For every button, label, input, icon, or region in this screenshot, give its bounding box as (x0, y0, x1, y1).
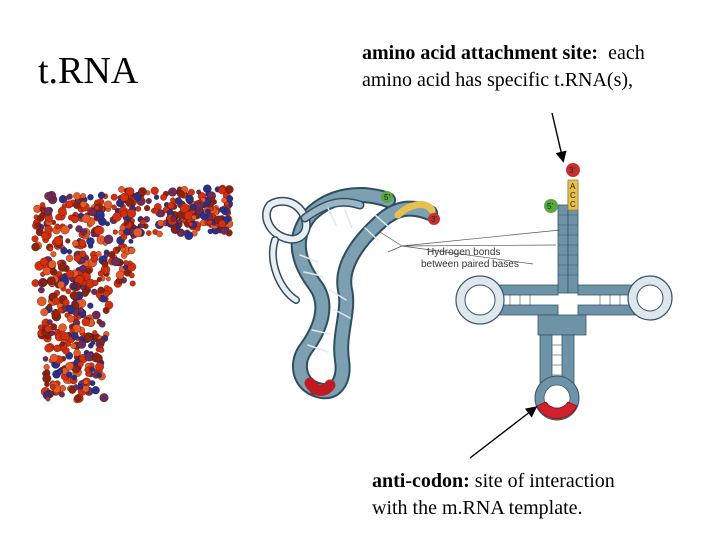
amino-acid-site-text-1: each (598, 42, 645, 64)
anticodon-text-2: with the m.RNA template. (372, 497, 583, 519)
atom (40, 212, 45, 217)
atom (60, 342, 65, 347)
atom (88, 194, 94, 200)
atom (82, 290, 89, 297)
atom (98, 192, 105, 199)
atom (116, 271, 124, 279)
atom (52, 298, 59, 305)
atom (65, 239, 70, 244)
atom (80, 285, 85, 290)
atom (32, 236, 39, 243)
atom (95, 363, 104, 372)
atom (47, 277, 55, 285)
atom (55, 329, 60, 334)
atom (146, 198, 152, 204)
atom (84, 333, 93, 342)
atom (61, 225, 70, 234)
atom (97, 373, 102, 378)
atom (189, 222, 194, 227)
atom (121, 247, 126, 252)
atom (71, 343, 77, 349)
atom (59, 324, 67, 332)
atom (95, 211, 104, 220)
atom (99, 321, 105, 327)
atom (44, 364, 50, 370)
atom (80, 257, 86, 263)
atom (58, 263, 66, 271)
atom (54, 345, 61, 352)
atom (82, 214, 91, 223)
atom (45, 225, 53, 233)
atom (66, 372, 72, 378)
atom (80, 201, 87, 208)
atom (81, 193, 86, 198)
atom (47, 319, 52, 324)
atom (192, 215, 197, 220)
atom (47, 304, 52, 309)
atom (129, 273, 134, 278)
atom (78, 308, 83, 313)
atom (129, 239, 134, 244)
space-filling-model (32, 185, 234, 403)
atom (48, 246, 53, 251)
atom (79, 265, 86, 272)
atom (58, 308, 64, 314)
atom (130, 281, 136, 287)
atom (81, 229, 88, 236)
atom (78, 340, 86, 348)
atom (66, 255, 73, 262)
atom (157, 220, 163, 226)
atom (111, 194, 118, 201)
atom (59, 195, 67, 203)
atom (219, 207, 225, 213)
atom (65, 362, 73, 370)
atom (168, 202, 175, 209)
atom (177, 219, 182, 224)
atom (93, 353, 102, 362)
atom (72, 240, 78, 246)
atom (91, 341, 95, 345)
atom (188, 189, 195, 196)
atom (87, 303, 93, 309)
atom (156, 231, 162, 237)
atom (44, 192, 52, 200)
atom (108, 251, 115, 258)
atom (121, 252, 127, 258)
atom (86, 268, 92, 274)
atom (133, 228, 142, 237)
amino-acid-site-term: amino acid attachment site: (362, 42, 599, 64)
anticodon-text-1: site of interaction (469, 470, 615, 492)
atom (86, 237, 94, 245)
ribbon-3prime-label: 3' (431, 215, 437, 224)
atom (103, 307, 110, 314)
atom (44, 207, 52, 215)
atom (58, 207, 66, 215)
atom (170, 198, 175, 203)
cloverleaf-3prime-label: 3' (569, 166, 575, 175)
atom (66, 270, 74, 278)
atom (93, 280, 99, 286)
atom (196, 190, 201, 195)
atom (48, 260, 56, 268)
atom (104, 201, 112, 209)
atom (222, 198, 228, 204)
atom (82, 318, 90, 326)
atom (59, 392, 65, 398)
anticodon-term: anti-codon: (372, 470, 470, 492)
atom (104, 235, 113, 244)
atom (151, 187, 159, 195)
atom (92, 386, 100, 394)
cloverleaf-model (456, 163, 672, 420)
atom (46, 397, 50, 401)
atom (79, 251, 86, 258)
anticodon-caption (372, 468, 712, 522)
atom (136, 206, 141, 211)
atom (185, 231, 193, 239)
atom (91, 255, 98, 262)
atom (50, 354, 58, 362)
atom (61, 247, 68, 254)
slide-title: t.RNA (38, 50, 139, 92)
amino-acid-site-text-2: amino acid has specific t.RNA(s), (362, 69, 634, 91)
atom (190, 204, 196, 210)
atom (35, 223, 40, 228)
atom (175, 198, 182, 205)
atom (90, 380, 95, 385)
atom (82, 385, 89, 392)
atom (70, 291, 78, 299)
atom (128, 247, 135, 254)
atom (116, 247, 121, 252)
atom (41, 308, 49, 316)
atom (96, 292, 102, 298)
atom (90, 367, 95, 372)
atom (51, 251, 57, 257)
atom (71, 216, 78, 223)
atom (177, 190, 184, 197)
ribbon-5prime-label: 5' (384, 193, 390, 202)
atom (102, 261, 109, 268)
atom (121, 234, 127, 240)
atom (184, 211, 193, 220)
atom (50, 384, 55, 389)
atom (99, 347, 104, 352)
atom (218, 187, 225, 194)
atom (171, 216, 177, 222)
atom (32, 243, 40, 251)
acceptor-base-2: C (570, 191, 576, 200)
anticodon-arrow (470, 408, 535, 458)
atom (118, 186, 124, 192)
atom (43, 267, 51, 275)
atom (73, 192, 80, 199)
atom (73, 284, 78, 289)
atom (72, 375, 77, 380)
atom (99, 338, 105, 344)
atom (37, 297, 46, 306)
atom (124, 220, 129, 225)
atom (168, 188, 177, 197)
cloverleaf-5prime-label: 5' (547, 202, 553, 211)
atom (138, 187, 146, 195)
atom (176, 225, 181, 230)
atom (100, 393, 109, 402)
atom (49, 331, 54, 336)
atom (123, 260, 128, 265)
atom (71, 333, 78, 340)
atom (112, 257, 121, 266)
atom (83, 380, 88, 385)
atom (45, 344, 53, 352)
hbond-label-2: between paired bases (421, 259, 519, 270)
atom (146, 231, 151, 236)
atom (144, 205, 150, 211)
acceptor-base-1: A (570, 182, 576, 191)
atom (67, 194, 73, 200)
atom (218, 220, 225, 227)
atom (66, 289, 71, 294)
atom (41, 279, 48, 286)
ribbon-model (266, 195, 432, 391)
atom (153, 208, 158, 213)
atom (40, 202, 45, 207)
atom (89, 208, 97, 216)
atom (78, 361, 84, 367)
atom (70, 328, 75, 333)
hbond-label-1: Hydrogen bonds (427, 247, 501, 258)
atom (63, 299, 70, 306)
atom (160, 194, 166, 200)
atom (67, 249, 72, 254)
atom (50, 269, 57, 276)
atom (208, 229, 213, 234)
atom (140, 219, 145, 224)
atom (127, 209, 136, 218)
amino-site-arrow (552, 113, 563, 160)
atom (73, 384, 79, 390)
atom (72, 302, 79, 309)
atom (113, 230, 118, 235)
atom (120, 210, 127, 217)
atom (106, 277, 111, 282)
atom (43, 356, 48, 361)
atom (67, 315, 74, 322)
atom (85, 367, 90, 372)
atom (94, 227, 102, 235)
atom (57, 368, 63, 374)
atom (85, 352, 94, 361)
acceptor-base-3: C (570, 200, 576, 209)
atom (54, 236, 63, 245)
atom (40, 258, 48, 266)
atom (32, 279, 39, 286)
atom (38, 287, 44, 293)
atom (44, 382, 49, 387)
atom (92, 330, 97, 335)
atom (55, 224, 60, 229)
atom (225, 185, 233, 193)
atom (103, 291, 109, 297)
atom (154, 195, 159, 200)
atom (74, 349, 81, 356)
atom (120, 193, 128, 201)
atom (227, 195, 233, 201)
atom (221, 227, 228, 234)
atom (57, 281, 64, 288)
atom (205, 209, 210, 214)
atom (74, 395, 81, 402)
